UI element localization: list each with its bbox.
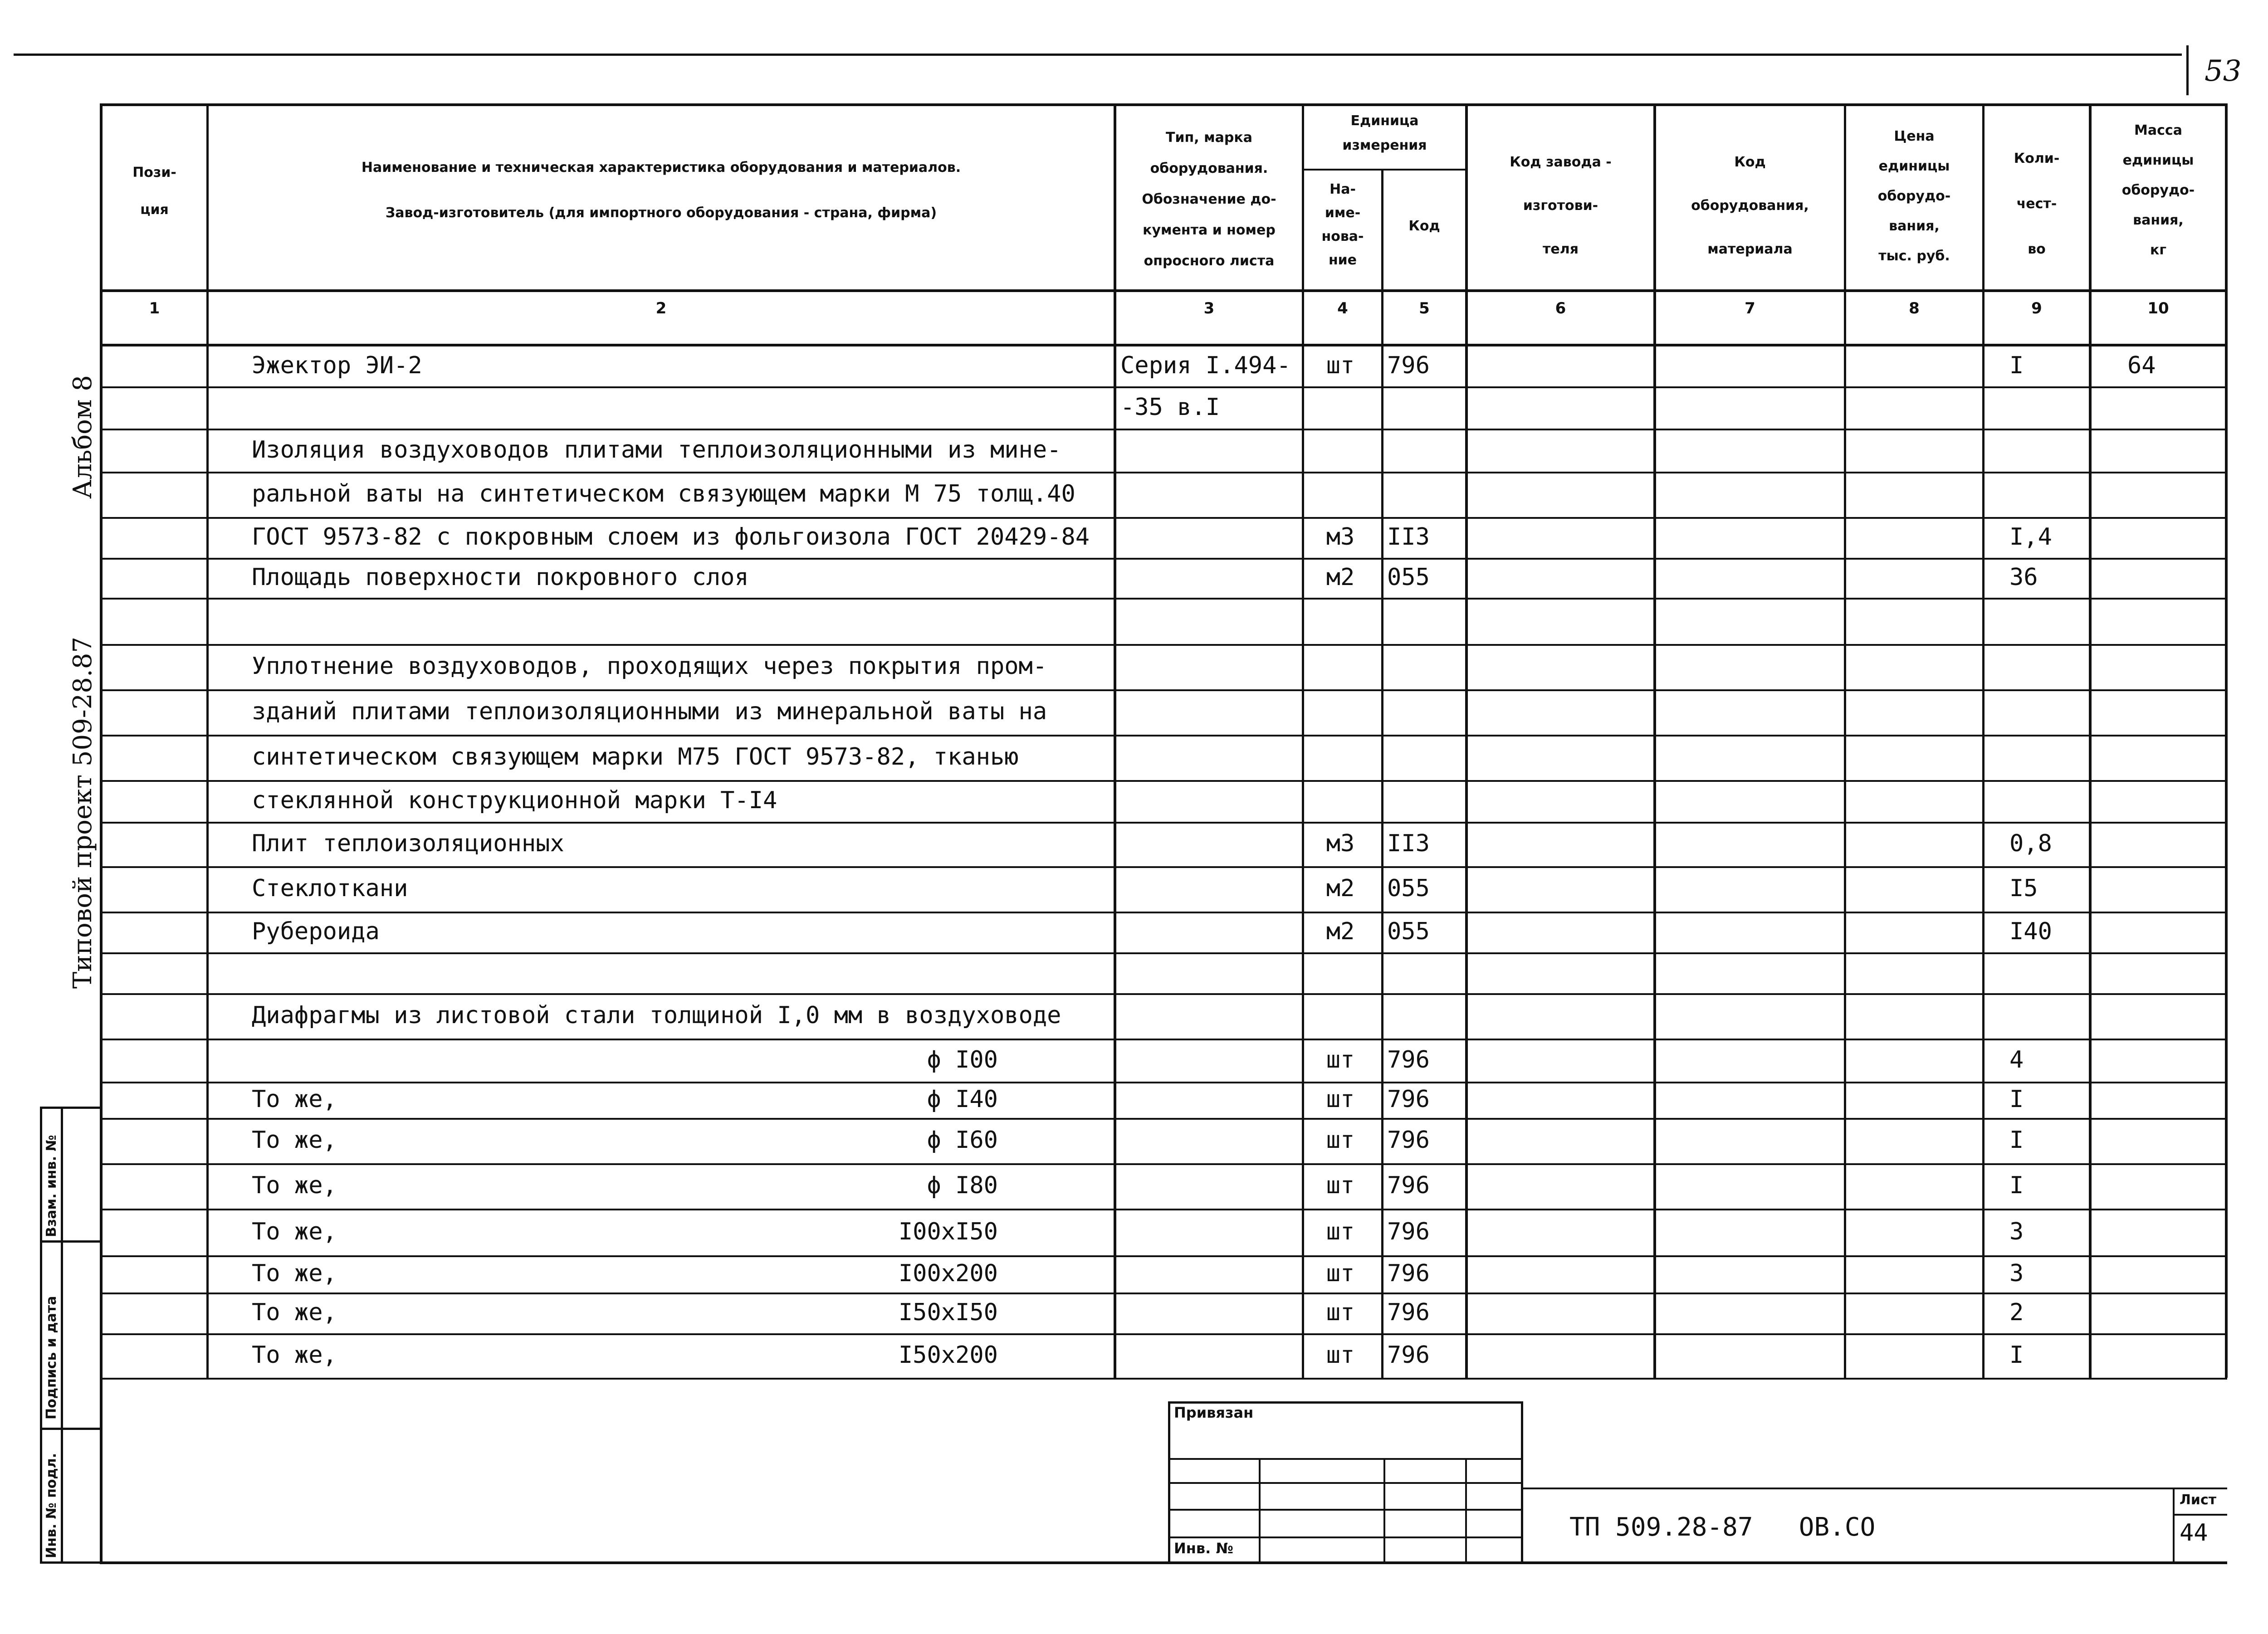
cell-name: Диафрагмы из листовой стали толщиной I,0 мм в воздуховоде (252, 1002, 1061, 1029)
cell-name: То же, (252, 1172, 337, 1199)
row-divider (100, 1163, 2227, 1165)
cell-qty: 36 (2009, 564, 2038, 591)
header-position: Пози- ция (132, 165, 176, 218)
header-name: Наименование и техническая характеристика оборудования и материалов. Завод-изготовитель (для импортного оборудования - страна, фирма) (361, 160, 961, 221)
col-num-9: 9 (2031, 299, 2042, 317)
cell-size: I00x200 (898, 1260, 998, 1287)
row-divider (100, 1209, 2227, 1210)
cell-name: Эжектор ЭИ-2 (252, 352, 422, 379)
sheet-number: 44 (2180, 1519, 2208, 1546)
cell-unit: шт (1326, 1086, 1355, 1113)
stamp-podpis: Подпись и дата (44, 1296, 59, 1419)
row-divider (100, 735, 2227, 737)
cell-size: I50x200 (898, 1341, 998, 1369)
cell-qty: 0,8 (2009, 830, 2052, 857)
col-num-7: 7 (1745, 299, 1755, 317)
cell-name: То же, (252, 1086, 337, 1113)
top-rule (14, 54, 2182, 56)
document-designation: ТП 509.28-87 ОВ.СО (1569, 1512, 1876, 1542)
cell-name: Уплотнение воздуховодов, проходящих через покрытия пром- (252, 653, 1047, 680)
cell-size: ϕ I60 (927, 1127, 998, 1154)
cell-qty: I (2009, 1086, 2024, 1113)
header-type: Тип, марка оборудования. Обозначение до- кумента и номер опросного листа (1142, 130, 1276, 269)
cell-qty: I,4 (2009, 523, 2052, 551)
cell-qty: I40 (2009, 918, 2052, 945)
cell-code: 796 (1387, 1172, 1430, 1199)
cell-code: 055 (1387, 564, 1430, 591)
cell-code: 796 (1387, 1086, 1430, 1113)
header-qty: Коли- чест- во (2014, 151, 2060, 257)
col-num-1: 1 (149, 299, 160, 317)
cell-name: То же, (252, 1299, 337, 1326)
cell-code: 796 (1387, 1299, 1430, 1326)
cell-unit: м3 (1326, 523, 1355, 551)
row-divider (100, 644, 2227, 646)
cell-size: ϕ I80 (927, 1172, 998, 1199)
cell-code: 055 (1387, 918, 1430, 945)
cell-name: Стеклоткани (252, 875, 408, 902)
cell-unit: м2 (1326, 875, 1355, 902)
header-material-code: Код оборудования, материала (1691, 154, 1809, 257)
cell-code: 796 (1387, 1341, 1430, 1369)
stamp-vzam: Взам. инв. № (44, 1135, 59, 1237)
cell-name: То же, (252, 1127, 337, 1154)
cell-type: -35 в.I (1120, 393, 1220, 421)
cell-unit: шт (1326, 1341, 1355, 1369)
cell-name: То же, (252, 1218, 337, 1245)
cell-code: 796 (1387, 1127, 1430, 1154)
cell-qty: I (2009, 352, 2024, 379)
cell-unit: шт (1326, 1260, 1355, 1287)
cell-qty: I5 (2009, 875, 2038, 902)
cell-mass: 64 (2127, 352, 2156, 379)
col-num-8: 8 (1909, 299, 1920, 317)
row-divider (100, 472, 2227, 473)
cell-code: 796 (1387, 1260, 1430, 1287)
header-price: Цена единицы оборудо- вания, тыс. руб. (1877, 128, 1951, 264)
cell-unit: шт (1326, 1299, 1355, 1326)
row-divider (100, 386, 2227, 388)
cell-size: ϕ I00 (927, 1046, 998, 1073)
col-num-3: 3 (1203, 299, 1215, 317)
col-num-5: 5 (1419, 299, 1430, 317)
cell-code: 796 (1387, 1218, 1430, 1245)
cell-code: 055 (1387, 875, 1430, 902)
cell-type: Серия I.494- (1120, 352, 1291, 379)
header-unit-code: Код (1408, 218, 1440, 234)
cell-name: Площадь поверхности покровного слоя (252, 564, 749, 591)
stamp-inv: Инв. № подл. (44, 1453, 59, 1558)
privyazan-label: Привязан (1174, 1404, 1254, 1421)
cell-qty: I (2009, 1127, 2024, 1154)
col-num-6: 6 (1555, 299, 1566, 317)
cell-qty: 2 (2009, 1299, 2024, 1326)
col-num-2: 2 (655, 299, 667, 317)
header-unit-name: На- име- нова- ние (1321, 181, 1364, 268)
cell-code: II3 (1387, 523, 1430, 551)
header-factory-code: Код завода - изготови- теля (1510, 154, 1612, 257)
row-divider (100, 780, 2227, 782)
page-number: 53 (2204, 54, 2242, 88)
row-divider (100, 822, 2227, 824)
cell-name: ГОСТ 9573-82 с покровным слоем из фольгоизола ГОСТ 20429-84 (252, 523, 1090, 551)
row-divider (100, 1118, 2227, 1120)
cell-size: I00xI50 (898, 1218, 998, 1245)
cell-name: То же, (252, 1260, 337, 1287)
cell-name: Плит теплоизоляционных (252, 830, 564, 857)
row-divider (100, 558, 2227, 560)
row-divider (100, 1293, 2227, 1294)
sheet-label: Лист (2180, 1492, 2217, 1508)
cell-qty: I (2009, 1172, 2024, 1199)
row-divider (100, 598, 2227, 600)
row-divider (100, 993, 2227, 995)
cell-name: стеклянной конструкционной марки Т-I4 (252, 787, 777, 814)
cell-code: 796 (1387, 1046, 1430, 1073)
row-divider (100, 1039, 2227, 1040)
corner-mark (2186, 45, 2189, 95)
row-divider (100, 912, 2227, 913)
row-divider (100, 866, 2227, 868)
cell-qty: 4 (2009, 1046, 2024, 1073)
cell-unit: шт (1326, 1218, 1355, 1245)
cell-name: ральной ваты на синтетическом связующем марки М 75 толщ.40 (252, 480, 1075, 507)
col-num-10: 10 (2147, 299, 2169, 317)
row-divider (100, 1333, 2227, 1335)
row-divider (100, 1082, 2227, 1083)
row-divider (100, 517, 2227, 519)
cell-qty: 3 (2009, 1218, 2024, 1245)
row-divider (100, 1378, 2227, 1380)
side-project: Типовой проект 509-28.87 (68, 636, 98, 989)
cell-code: II3 (1387, 830, 1430, 857)
cell-unit: шт (1326, 1127, 1355, 1154)
cell-unit: м3 (1326, 830, 1355, 857)
cell-unit: шт (1326, 1172, 1355, 1199)
cell-code: 796 (1387, 352, 1430, 379)
inv-no-label: Инв. № (1174, 1540, 1233, 1557)
cell-size: I50xI50 (898, 1299, 998, 1326)
row-divider (100, 429, 2227, 430)
cell-unit: шт (1326, 352, 1355, 379)
cell-name: синтетическом связующем марки М75 ГОСТ 9573-82, тканью (252, 743, 1019, 771)
header-mass: Масса единицы оборудо- вания, кг (2121, 122, 2195, 258)
cell-size: ϕ I40 (927, 1086, 998, 1113)
row-divider (100, 952, 2227, 954)
cell-unit: м2 (1326, 564, 1355, 591)
cell-unit: шт (1326, 1046, 1355, 1073)
cell-name: Рубероида (252, 918, 380, 945)
cell-qty: I (2009, 1341, 2024, 1369)
row-divider (100, 1255, 2227, 1257)
side-album: Альбом 8 (68, 375, 98, 499)
cell-name: То же, (252, 1341, 337, 1369)
cell-name: зданий плитами теплоизоляционными из минеральной ваты на (252, 698, 1047, 725)
col-num-4: 4 (1337, 299, 1348, 317)
cell-qty: 3 (2009, 1260, 2024, 1287)
header-unit-group: Единица измерения (1342, 113, 1427, 153)
cell-unit: м2 (1326, 918, 1355, 945)
cell-name: Изоляция воздуховодов плитами теплоизоляционными из мине- (252, 436, 1061, 463)
row-divider (100, 689, 2227, 691)
